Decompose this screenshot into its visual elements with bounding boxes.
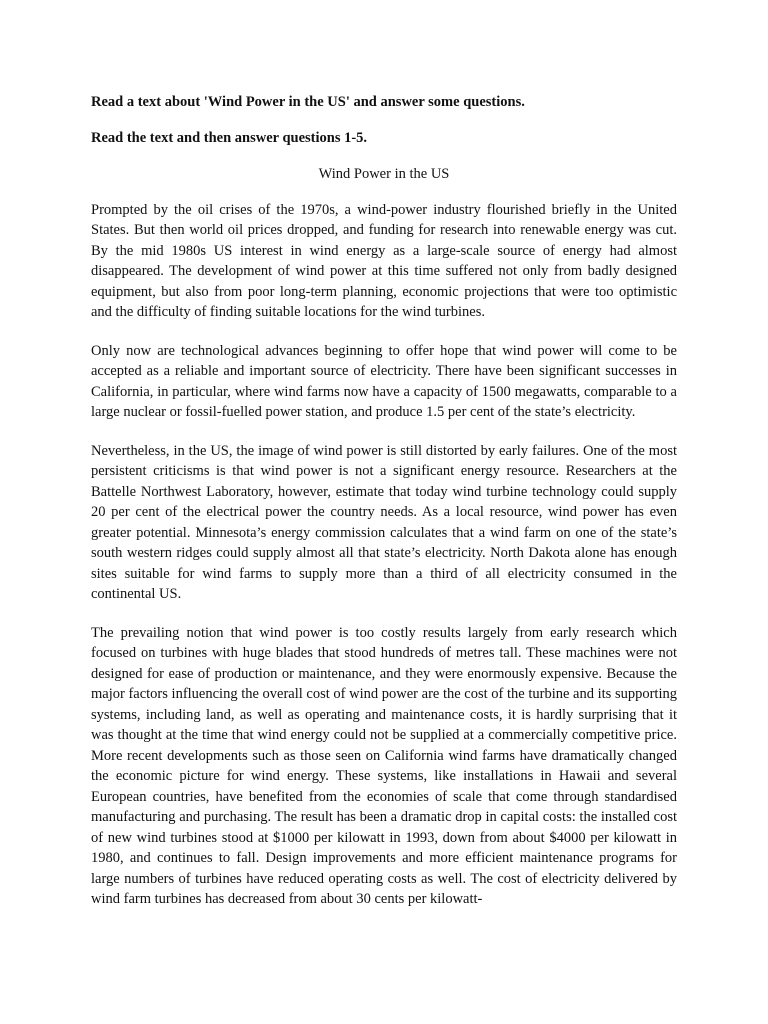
instruction-subheading: Read the text and then answer questions 1-5. [91, 129, 368, 146]
instruction-heading: Read a text about 'Wind Power in the US' and answer some questions. [91, 94, 525, 110]
document-page [91, 88, 677, 910]
article-title: Wind Power in the US [318, 166, 450, 182]
article-paragraph-1: Prompted by the oil crises of the 1970s, a wind-power industry flourished briefly in the United States. But then world oil prices dropped, and funding for research into renewable energy was cut. By the mid 1980s US interest in wind energy as a large-scale source of energy had almost disappeared. The development of wind power at this time suffered not only from badly designed equipment, but also from poor long-term planning, economic projections that were too optimistic and the difficulty of finding suitable locations for the wind turbines. [91, 201, 677, 320]
article-paragraph-2: Only now are technological advances beginning to offer hope that wind power will come to be accepted as a reliable and important source of electricity. There have been significant successes in California, in particular, where wind farms now have a capacity of 1500 megawatts, comparable to a large nuclear or fossil-fuelled power station, and produce 1.5 per cent of the state’s electricity. [91, 342, 677, 420]
article-paragraph-3: Nevertheless, in the US, the image of wind power is still distorted by early failures. One of the most persistent criticisms is that wind power is not a significant energy resource. Researchers at the Battelle Northwest Laboratory, however, estimate that today wind turbine technology could supply 20 per cent of the electrical power the country needs. As a local resource, wind power has even greater potential. Minnesota’s energy commission calculates that a wind farm on one of the state’s south western ridges could supply almost all that state’s electricity. North Dakota alone has enough sites suitable for wind farms to supply more than a third of all electricity consumed in the continental US. [91, 442, 677, 602]
article-paragraph-4: The prevailing notion that wind power is too costly results largely from early research which focused on turbines with huge blades that stood hundreds of metres tall. These machines were not designed for ease of production or maintenance, and they were enormously expensive. Because the major factors influencing the overall cost of wind power are the cost of the turbine and its supporting systems, including land, as well as operating and maintenance costs, it is hardly surprising that it was thought at the time that wind energy could not be supplied at a commercially competitive price. More recent developments such as those seen on California wind farms have dramatically changed the economic picture for wind energy. These systems, like installations in Hawaii and several European countries, have benefited from the economies of scale that come through standardised manufacturing and purchasing. The result has been a dramatic drop in capital costs: the installed cost of new wind turbines stood at $1000 per kilowatt in 1993, down from about $4000 per kilowatt in 1980, and continues to fall. Design improvements and more efficient maintenance programs for large numbers of turbines have reduced operating costs as well. The cost of electricity delivered by wind farm turbines has decreased from about 30 cents per kilowatt- [91, 624, 677, 907]
